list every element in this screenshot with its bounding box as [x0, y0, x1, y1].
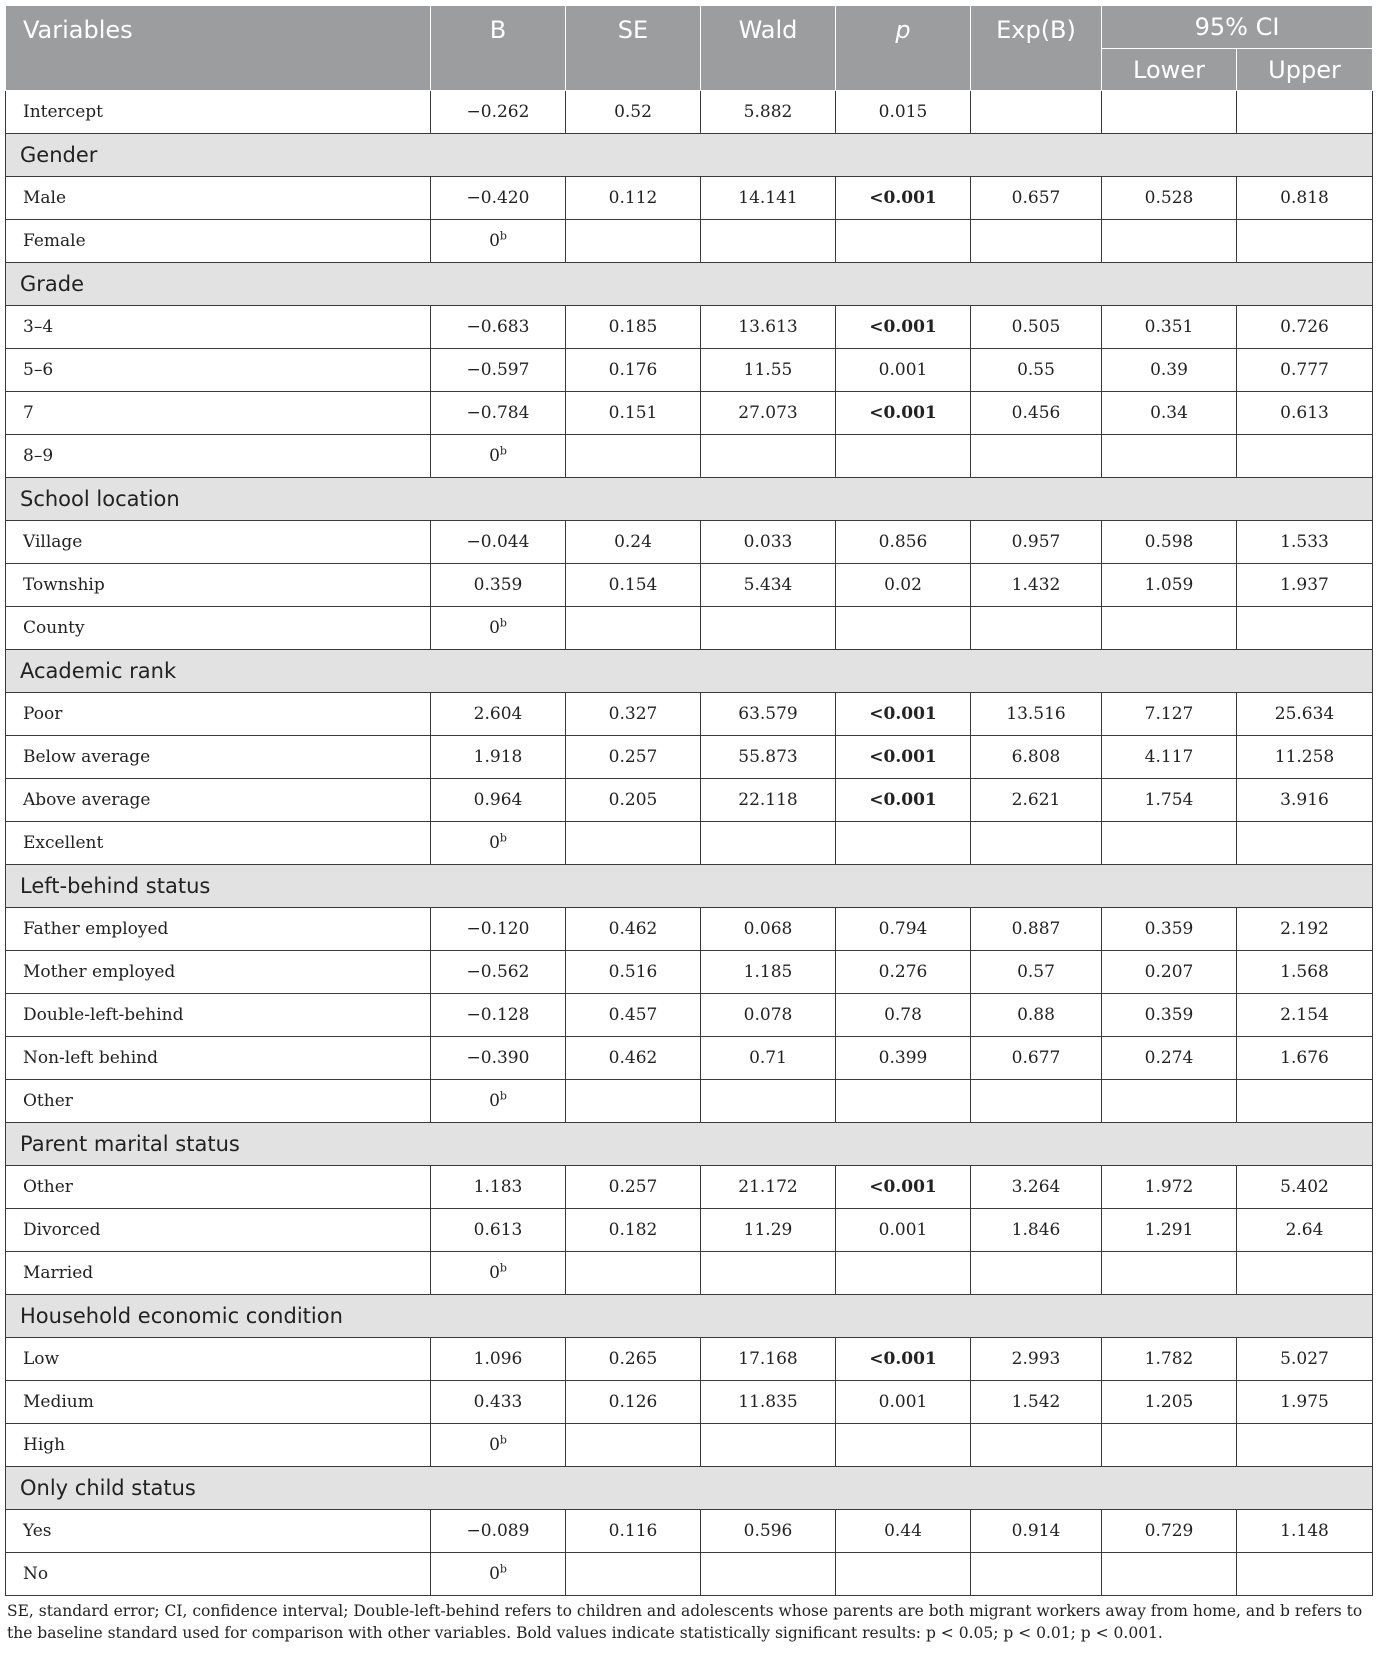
- cell-p: 0.015: [836, 91, 971, 134]
- cell-expb: [971, 607, 1102, 650]
- cell-expb: [971, 1080, 1102, 1123]
- cell-wald: [701, 1553, 836, 1596]
- row-label: Yes: [6, 1510, 431, 1553]
- cell-lower: 7.127: [1102, 693, 1237, 736]
- cell-lower: 0.598: [1102, 521, 1237, 564]
- cell-expb: [971, 1424, 1102, 1467]
- cell-b: [431, 1424, 566, 1467]
- cell-lower: [1102, 1252, 1237, 1295]
- row-label: 7: [6, 392, 431, 435]
- cell-upper: 2.192: [1237, 908, 1373, 951]
- regression-table: [5, 5, 1373, 1596]
- cell-expb: 1.542: [971, 1381, 1102, 1424]
- cell-p: 0.001: [836, 1381, 971, 1424]
- cell-b-value: 0: [489, 1564, 500, 1584]
- cell-b: −0.390: [431, 1037, 566, 1080]
- row-label: 8–9: [6, 435, 431, 478]
- cell-wald: 11.835: [701, 1381, 836, 1424]
- table-row: [6, 951, 1373, 994]
- cell-upper: [1237, 1080, 1373, 1123]
- cell-p: <0.001: [836, 1166, 971, 1209]
- table-row: [6, 1080, 1373, 1123]
- cell-upper: [1237, 822, 1373, 865]
- cell-b: 2.604: [431, 693, 566, 736]
- table-body: [6, 91, 1373, 1596]
- cell-expb: 0.88: [971, 994, 1102, 1037]
- cell-upper: 1.975: [1237, 1381, 1373, 1424]
- cell-upper: 0.613: [1237, 392, 1373, 435]
- group-header-row: [6, 478, 1373, 521]
- cell-wald: [701, 220, 836, 263]
- cell-expb: 0.957: [971, 521, 1102, 564]
- cell-expb: [971, 1553, 1102, 1596]
- cell-p: 0.794: [836, 908, 971, 951]
- cell-wald: 17.168: [701, 1338, 836, 1381]
- cell-b: 1.918: [431, 736, 566, 779]
- row-label: 3–4: [6, 306, 431, 349]
- row-label: Township: [6, 564, 431, 607]
- cell-expb: 0.505: [971, 306, 1102, 349]
- cell-expb: 0.456: [971, 392, 1102, 435]
- row-label: Divorced: [6, 1209, 431, 1252]
- row-label: Married: [6, 1252, 431, 1295]
- cell-p: [836, 1424, 971, 1467]
- cell-se: 0.154: [566, 564, 701, 607]
- cell-lower: 0.351: [1102, 306, 1237, 349]
- cell-lower: 0.34: [1102, 392, 1237, 435]
- cell-se: [566, 220, 701, 263]
- cell-p: 0.856: [836, 521, 971, 564]
- cell-p: [836, 1252, 971, 1295]
- cell-lower: 1.972: [1102, 1166, 1237, 1209]
- group-header-row: [6, 263, 1373, 306]
- cell-se: 0.185: [566, 306, 701, 349]
- cell-lower: 1.754: [1102, 779, 1237, 822]
- table-row: [6, 392, 1373, 435]
- header-ci: 95% CI: [1102, 6, 1373, 49]
- cell-se: 0.462: [566, 1037, 701, 1080]
- cell-wald: 21.172: [701, 1166, 836, 1209]
- cell-b: 0.613: [431, 1209, 566, 1252]
- row-label: No: [6, 1553, 431, 1596]
- cell-expb: 0.57: [971, 951, 1102, 994]
- cell-p: [836, 1553, 971, 1596]
- table-row: [6, 994, 1373, 1037]
- group-label: School location: [6, 478, 1373, 521]
- cell-p: [836, 607, 971, 650]
- cell-wald: 0.068: [701, 908, 836, 951]
- cell-b: 1.183: [431, 1166, 566, 1209]
- cell-p: 0.44: [836, 1510, 971, 1553]
- cell-b: −0.089: [431, 1510, 566, 1553]
- cell-wald: 1.185: [701, 951, 836, 994]
- table-row: [6, 1510, 1373, 1553]
- row-label: 5–6: [6, 349, 431, 392]
- cell-se: 0.182: [566, 1209, 701, 1252]
- cell-b-value: 0: [489, 1435, 500, 1455]
- header-lower: Lower: [1102, 49, 1237, 91]
- cell-se: 0.265: [566, 1338, 701, 1381]
- table-row: [6, 1338, 1373, 1381]
- cell-b: [431, 1553, 566, 1596]
- cell-p: [836, 220, 971, 263]
- row-label: Male: [6, 177, 431, 220]
- group-header-row: [6, 650, 1373, 693]
- cell-se: [566, 1080, 701, 1123]
- cell-wald: [701, 607, 836, 650]
- cell-b: [431, 607, 566, 650]
- cell-b-value: 0: [489, 1091, 500, 1111]
- cell-lower: 1.782: [1102, 1338, 1237, 1381]
- table-row: [6, 1252, 1373, 1295]
- table-row: [6, 1424, 1373, 1467]
- group-label: Left-behind status: [6, 865, 1373, 908]
- regression-table-container: [5, 5, 1372, 1644]
- cell-wald: 22.118: [701, 779, 836, 822]
- cell-lower: 0.274: [1102, 1037, 1237, 1080]
- cell-p: <0.001: [836, 693, 971, 736]
- table-footnote: SE, standard error; CI, confidence interval; Double-left-behind refers to children and adolescents whose parents are both migrant workers away from home, and b refers to the baseline standard used for comparison with other variables. Bold values indicate statistically significant results: p < 0.05; p < 0.01; p < 0.001.: [7, 1602, 1363, 1642]
- baseline-superscript: b: [499, 831, 507, 845]
- group-label: Parent marital status: [6, 1123, 1373, 1166]
- baseline-superscript: b: [499, 616, 507, 630]
- cell-upper: [1237, 1252, 1373, 1295]
- cell-p: <0.001: [836, 306, 971, 349]
- table-row: [6, 91, 1373, 134]
- table-row: [6, 177, 1373, 220]
- row-label: Female: [6, 220, 431, 263]
- cell-b: −0.683: [431, 306, 566, 349]
- table-row: [6, 220, 1373, 263]
- row-label: Father employed: [6, 908, 431, 951]
- cell-b: −0.120: [431, 908, 566, 951]
- cell-se: 0.257: [566, 1166, 701, 1209]
- group-header-row: [6, 134, 1373, 177]
- cell-expb: [971, 91, 1102, 134]
- cell-expb: 0.55: [971, 349, 1102, 392]
- cell-b: −0.597: [431, 349, 566, 392]
- cell-wald: 5.434: [701, 564, 836, 607]
- cell-b-value: 0: [489, 446, 500, 466]
- cell-lower: 0.528: [1102, 177, 1237, 220]
- cell-p: 0.001: [836, 1209, 971, 1252]
- cell-expb: 0.887: [971, 908, 1102, 951]
- cell-expb: 1.846: [971, 1209, 1102, 1252]
- cell-expb: 0.677: [971, 1037, 1102, 1080]
- cell-expb: 2.993: [971, 1338, 1102, 1381]
- cell-p: 0.276: [836, 951, 971, 994]
- cell-upper: 1.148: [1237, 1510, 1373, 1553]
- cell-lower: 1.059: [1102, 564, 1237, 607]
- table-row: [6, 349, 1373, 392]
- table-row: [6, 1037, 1373, 1080]
- cell-expb: [971, 822, 1102, 865]
- cell-se: 0.462: [566, 908, 701, 951]
- cell-se: [566, 1252, 701, 1295]
- row-label: Mother employed: [6, 951, 431, 994]
- header-b: B: [431, 6, 566, 91]
- cell-p: <0.001: [836, 779, 971, 822]
- header-wald: Wald: [701, 6, 836, 91]
- cell-se: 0.516: [566, 951, 701, 994]
- cell-b: −0.562: [431, 951, 566, 994]
- table-row: [6, 435, 1373, 478]
- table-row: [6, 908, 1373, 951]
- cell-se: 0.24: [566, 521, 701, 564]
- group-header-row: [6, 1123, 1373, 1166]
- cell-wald: 27.073: [701, 392, 836, 435]
- baseline-superscript: b: [499, 229, 507, 243]
- cell-p: 0.02: [836, 564, 971, 607]
- table-row: [6, 306, 1373, 349]
- header-row-top: [6, 6, 1373, 49]
- cell-b: 0.433: [431, 1381, 566, 1424]
- cell-upper: [1237, 435, 1373, 478]
- group-header-row: [6, 865, 1373, 908]
- cell-expb: 2.621: [971, 779, 1102, 822]
- table-row: [6, 736, 1373, 779]
- cell-upper: 0.726: [1237, 306, 1373, 349]
- table-row: [6, 779, 1373, 822]
- cell-wald: [701, 1252, 836, 1295]
- header-se: SE: [566, 6, 701, 91]
- cell-b: −0.044: [431, 521, 566, 564]
- cell-wald: [701, 822, 836, 865]
- cell-expb: 6.808: [971, 736, 1102, 779]
- cell-se: 0.327: [566, 693, 701, 736]
- cell-wald: 13.613: [701, 306, 836, 349]
- cell-lower: [1102, 1553, 1237, 1596]
- cell-upper: 11.258: [1237, 736, 1373, 779]
- cell-lower: 0.359: [1102, 994, 1237, 1037]
- cell-wald: 63.579: [701, 693, 836, 736]
- row-label: Poor: [6, 693, 431, 736]
- table-row: [6, 1381, 1373, 1424]
- baseline-superscript: b: [499, 1562, 507, 1576]
- cell-se: [566, 1553, 701, 1596]
- row-label: Village: [6, 521, 431, 564]
- baseline-superscript: b: [499, 444, 507, 458]
- cell-expb: [971, 435, 1102, 478]
- baseline-superscript: b: [499, 1089, 507, 1103]
- cell-wald: [701, 1080, 836, 1123]
- cell-b: 0.964: [431, 779, 566, 822]
- cell-lower: [1102, 435, 1237, 478]
- cell-p: <0.001: [836, 177, 971, 220]
- cell-lower: [1102, 1080, 1237, 1123]
- cell-expb: 0.657: [971, 177, 1102, 220]
- cell-se: 0.112: [566, 177, 701, 220]
- cell-b: 1.096: [431, 1338, 566, 1381]
- cell-se: 0.176: [566, 349, 701, 392]
- table-row: [6, 607, 1373, 650]
- cell-upper: 2.64: [1237, 1209, 1373, 1252]
- cell-wald: 14.141: [701, 177, 836, 220]
- cell-b: −0.784: [431, 392, 566, 435]
- cell-wald: 0.078: [701, 994, 836, 1037]
- cell-se: 0.52: [566, 91, 701, 134]
- header-upper: Upper: [1237, 49, 1373, 91]
- cell-wald: 0.033: [701, 521, 836, 564]
- cell-upper: 25.634: [1237, 693, 1373, 736]
- cell-lower: 1.205: [1102, 1381, 1237, 1424]
- row-label: Other: [6, 1166, 431, 1209]
- row-label: Medium: [6, 1381, 431, 1424]
- cell-upper: [1237, 1424, 1373, 1467]
- cell-expb: [971, 220, 1102, 263]
- cell-lower: [1102, 607, 1237, 650]
- cell-upper: 1.568: [1237, 951, 1373, 994]
- table-row: [6, 822, 1373, 865]
- table-row: [6, 1553, 1373, 1596]
- table-header: [6, 6, 1373, 91]
- cell-upper: 1.937: [1237, 564, 1373, 607]
- cell-upper: [1237, 91, 1373, 134]
- row-label: Below average: [6, 736, 431, 779]
- table-row: [6, 564, 1373, 607]
- cell-wald: [701, 1424, 836, 1467]
- header-variables: Variables: [6, 6, 431, 91]
- cell-p: [836, 435, 971, 478]
- cell-upper: [1237, 607, 1373, 650]
- cell-upper: 1.676: [1237, 1037, 1373, 1080]
- table-row: [6, 1209, 1373, 1252]
- cell-se: [566, 1424, 701, 1467]
- cell-lower: [1102, 220, 1237, 263]
- cell-p: 0.78: [836, 994, 971, 1037]
- cell-expb: [971, 1252, 1102, 1295]
- cell-p: 0.001: [836, 349, 971, 392]
- row-label: Double-left-behind: [6, 994, 431, 1037]
- cell-b: 0.359: [431, 564, 566, 607]
- cell-b: −0.128: [431, 994, 566, 1037]
- table-row: [6, 521, 1373, 564]
- cell-upper: 5.402: [1237, 1166, 1373, 1209]
- cell-upper: 2.154: [1237, 994, 1373, 1037]
- cell-lower: 1.291: [1102, 1209, 1237, 1252]
- table-row: [6, 1166, 1373, 1209]
- cell-upper: [1237, 220, 1373, 263]
- group-label: Household economic condition: [6, 1295, 1373, 1338]
- cell-upper: 0.777: [1237, 349, 1373, 392]
- cell-upper: 1.533: [1237, 521, 1373, 564]
- cell-upper: 3.916: [1237, 779, 1373, 822]
- cell-b-value: 0: [489, 618, 500, 638]
- cell-b: −0.420: [431, 177, 566, 220]
- row-label: Above average: [6, 779, 431, 822]
- group-label: Grade: [6, 263, 1373, 306]
- cell-se: [566, 822, 701, 865]
- cell-lower: 4.117: [1102, 736, 1237, 779]
- cell-b: [431, 435, 566, 478]
- cell-b: −0.262: [431, 91, 566, 134]
- cell-b-value: 0: [489, 833, 500, 853]
- baseline-superscript: b: [499, 1433, 507, 1447]
- cell-wald: 11.55: [701, 349, 836, 392]
- cell-lower: 0.207: [1102, 951, 1237, 994]
- cell-se: [566, 435, 701, 478]
- cell-wald: 55.873: [701, 736, 836, 779]
- header-expb: Exp(B): [971, 6, 1102, 91]
- cell-b: [431, 1080, 566, 1123]
- row-label: Low: [6, 1338, 431, 1381]
- cell-se: 0.257: [566, 736, 701, 779]
- row-label: Intercept: [6, 91, 431, 134]
- cell-b-value: 0: [489, 1263, 500, 1283]
- cell-p: 0.399: [836, 1037, 971, 1080]
- cell-p: [836, 1080, 971, 1123]
- group-header-row: [6, 1467, 1373, 1510]
- cell-se: 0.457: [566, 994, 701, 1037]
- cell-p: <0.001: [836, 736, 971, 779]
- cell-expb: 3.264: [971, 1166, 1102, 1209]
- row-label: Non-left behind: [6, 1037, 431, 1080]
- cell-upper: 0.818: [1237, 177, 1373, 220]
- cell-expb: 1.432: [971, 564, 1102, 607]
- cell-b: [431, 822, 566, 865]
- cell-lower: [1102, 91, 1237, 134]
- cell-expb: 13.516: [971, 693, 1102, 736]
- header-p: p: [836, 6, 971, 91]
- cell-wald: 11.29: [701, 1209, 836, 1252]
- cell-lower: [1102, 1424, 1237, 1467]
- cell-upper: 5.027: [1237, 1338, 1373, 1381]
- cell-lower: 0.359: [1102, 908, 1237, 951]
- cell-wald: 0.596: [701, 1510, 836, 1553]
- row-label: Other: [6, 1080, 431, 1123]
- group-label: Gender: [6, 134, 1373, 177]
- cell-b-value: 0: [489, 231, 500, 251]
- cell-b: [431, 220, 566, 263]
- cell-se: 0.151: [566, 392, 701, 435]
- cell-lower: 0.39: [1102, 349, 1237, 392]
- cell-upper: [1237, 1553, 1373, 1596]
- row-label: County: [6, 607, 431, 650]
- cell-se: 0.205: [566, 779, 701, 822]
- group-header-row: [6, 1295, 1373, 1338]
- row-label: High: [6, 1424, 431, 1467]
- cell-expb: 0.914: [971, 1510, 1102, 1553]
- group-label: Only child status: [6, 1467, 1373, 1510]
- cell-b: [431, 1252, 566, 1295]
- cell-lower: [1102, 822, 1237, 865]
- cell-se: 0.116: [566, 1510, 701, 1553]
- cell-se: 0.126: [566, 1381, 701, 1424]
- cell-se: [566, 607, 701, 650]
- cell-p: [836, 822, 971, 865]
- cell-p: <0.001: [836, 1338, 971, 1381]
- cell-wald: 5.882: [701, 91, 836, 134]
- cell-p: <0.001: [836, 392, 971, 435]
- row-label: Excellent: [6, 822, 431, 865]
- table-row: [6, 693, 1373, 736]
- cell-lower: 0.729: [1102, 1510, 1237, 1553]
- group-label: Academic rank: [6, 650, 1373, 693]
- baseline-superscript: b: [499, 1261, 507, 1275]
- cell-wald: 0.71: [701, 1037, 836, 1080]
- cell-wald: [701, 435, 836, 478]
